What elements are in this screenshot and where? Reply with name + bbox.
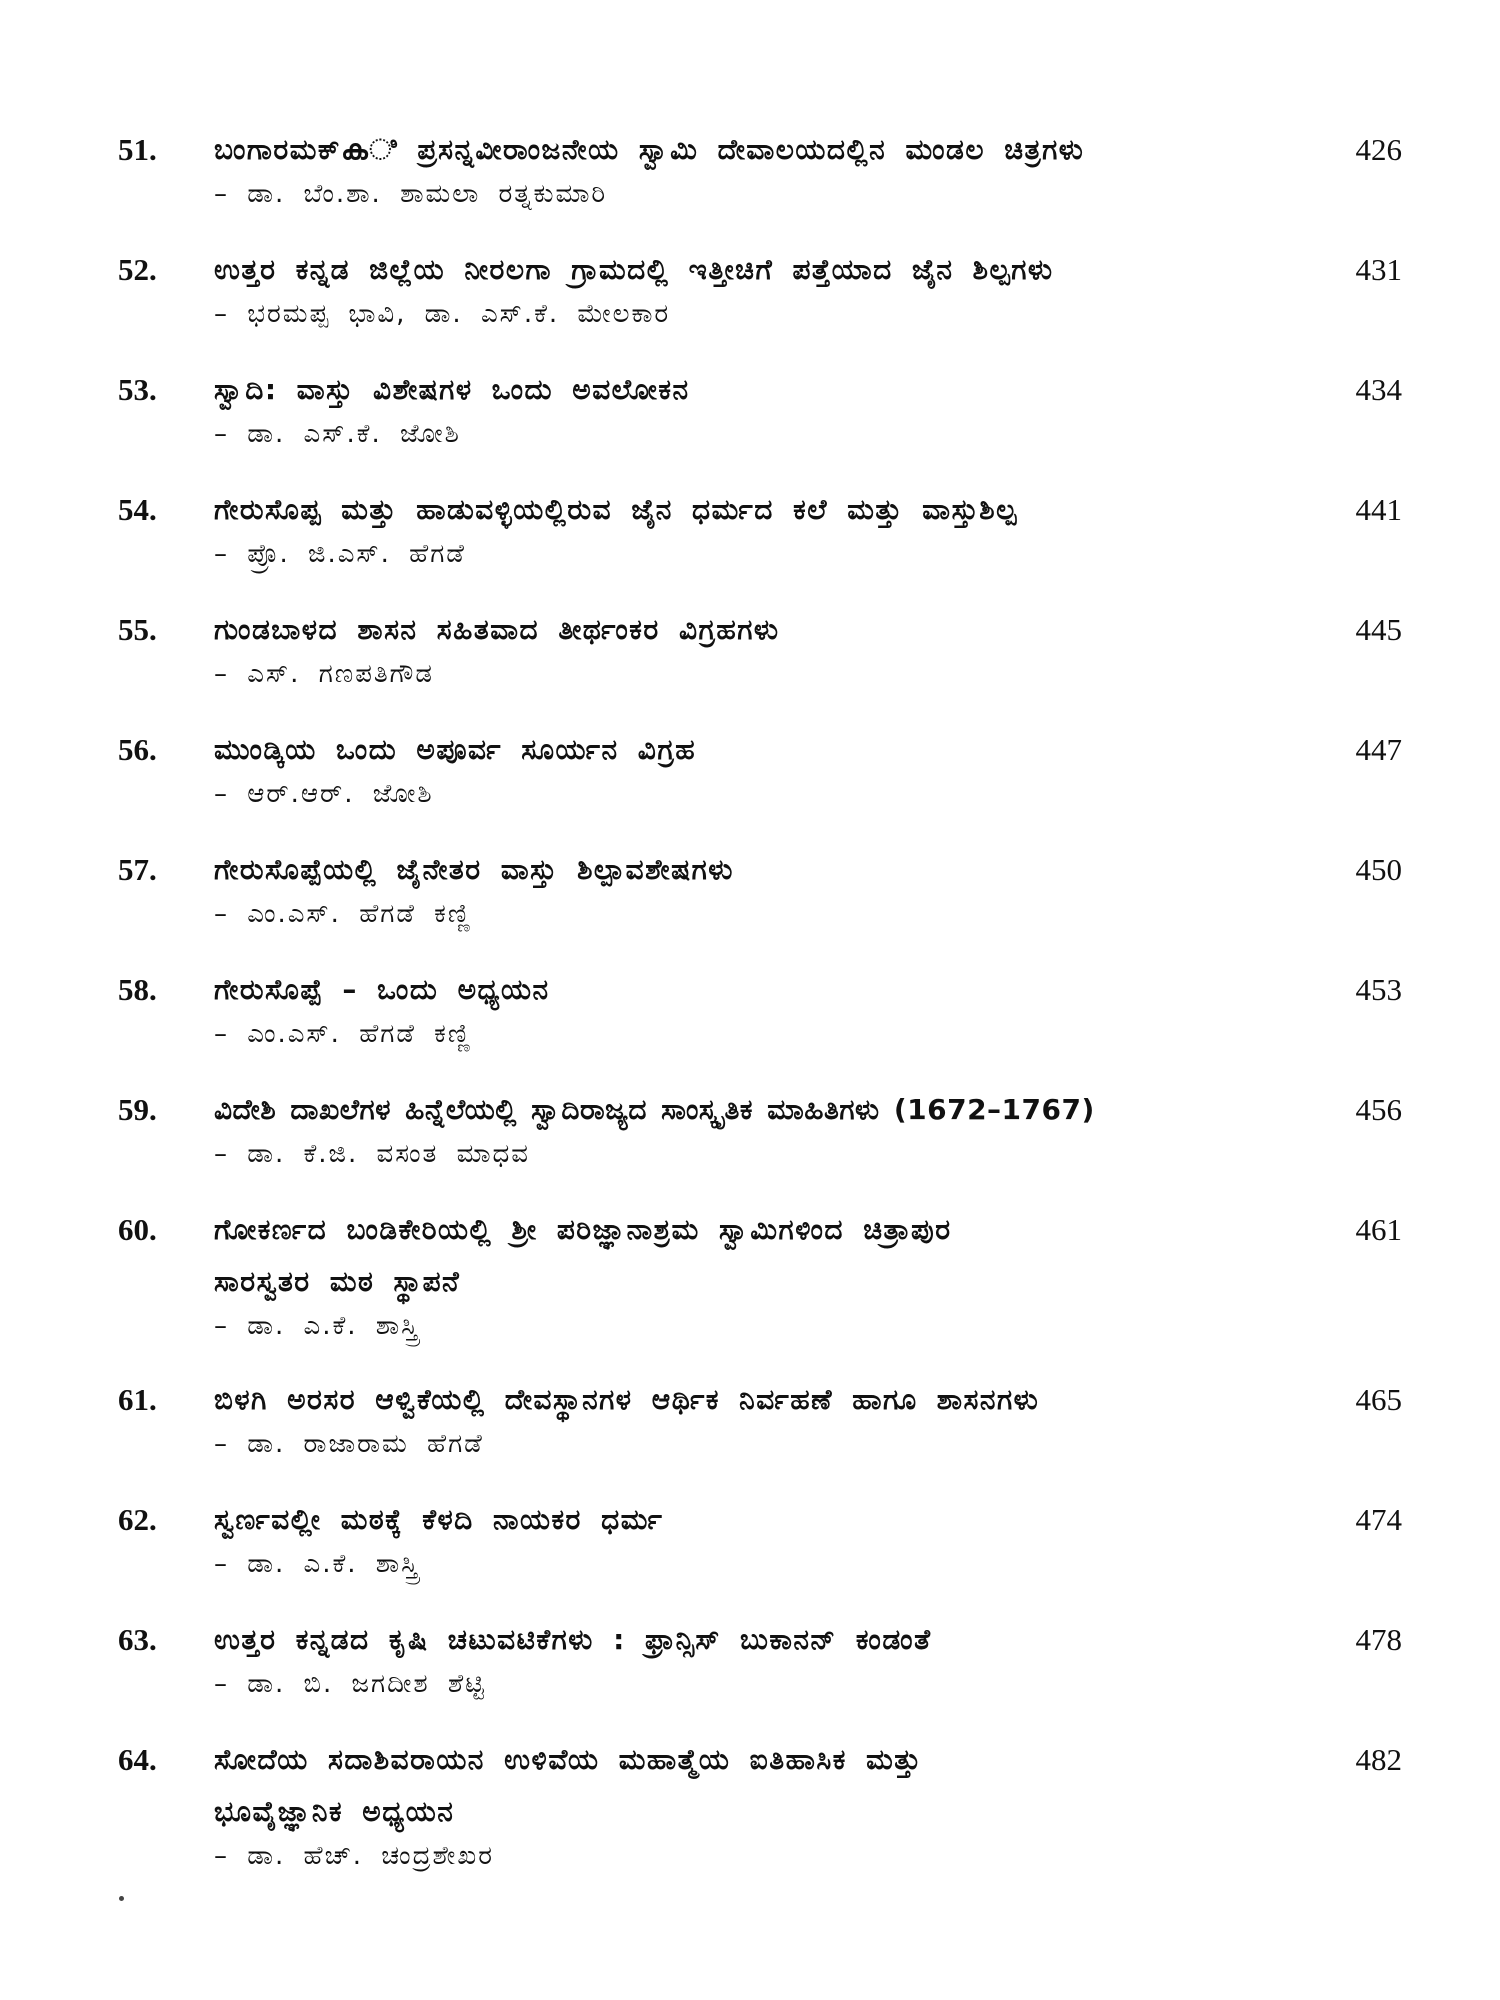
entry-title: ಬಿಳಗಿ ಅರಸರ ಆಳ್ವಿಕೆಯಲ್ಲಿ ದೇವಸ್ಥಾನಗಳ ಆರ್ಥಿಕ ನಿರ್ವಹಣೆ ಹಾಗೂ ಶಾಸನಗಳು (214, 1383, 1040, 1416)
entry-title-block (214, 490, 1314, 578)
entry-number: 54. (118, 492, 157, 527)
entry-title: ಉತ್ತರ ಕನ್ನಡ ಜಿಲ್ಲೆಯ ನೀರಲಗಾ ಗ್ರಾಮದಲ್ಲಿ ಇತ್ತೀಚಿಗೆ ಪತ್ತೆಯಾದ ಜೈನ ಶಿಲ್ಪಗಳು (214, 253, 1054, 286)
entry-title: ಸೋದೆಯ ಸದಾಶಿವರಾಯನ ಉಳಿವೆಯ ಮಹಾತ್ಮೆಯ ಐತಿಹಾಸಿಕ ಮತ್ತು (214, 1743, 922, 1776)
entry-title: ಗೇರುಸೊಪ್ಪ ಮತ್ತು ಹಾಡುವಳ್ಳಿಯಲ್ಲಿರುವ ಜೈನ ಧರ್ಮದ ಕಲೆ ಮತ್ತು ವಾಸ್ತುಶಿಲ್ಪ (214, 493, 1018, 526)
entry-title-block (214, 1500, 1314, 1588)
entry-title: ಗುಂಡಬಾಳದ ಶಾಸನ ಸಹಿತವಾದ ತೀರ್ಥಂಕರ ವಿಗ್ರಹಗಳು (214, 613, 780, 646)
entry-title: ಗೋಕರ್ಣದ ಬಂಡಿಕೇರಿಯಲ್ಲಿ ಶ್ರೀ ಪರಿಜ್ಞಾನಾಶ್ರಮ ಸ್ವಾಮಿಗಳಿಂದ ಚಿತ್ರಾಪುರ (214, 1213, 952, 1246)
entry-title: ಉತ್ತರ ಕನ್ನಡದ ಕೃಷಿ ಚಟುವಟಿಕೆಗಳು : ಫ್ರಾನ್ಸಿಸ್ ಬುಕಾನನ್ ಕಂಡಂತೆ (214, 1623, 932, 1656)
entry-number: 55. (118, 612, 157, 647)
entry-number: 52. (118, 252, 157, 287)
entry-author: – ಎಸ್. ಗಣಪತಿಗೌಡ (214, 659, 434, 689)
entry-title-block (214, 730, 1314, 818)
entry-title-block (214, 610, 1314, 698)
entry-title: ವಿದೇಶಿ ದಾಖಲೆಗಳ ಹಿನ್ನೆಲೆಯಲ್ಲಿ ಸ್ವಾದಿರಾಜ್ಯದ ಸಾಂಸ್ಕೃತಿಕ ಮಾಹಿತಿಗಳು (1672–1767) (214, 1093, 1095, 1126)
entry-author: – ಡಾ. ಎಸ್.ಕೆ. ಜೋಶಿ (214, 419, 461, 449)
entry-page-number: 450 (1355, 852, 1402, 887)
entry-author: – ಭರಮಪ್ಪ ಭಾವಿ, ಡಾ. ಎಸ್.ಕೆ. ಮೇಲಕಾರ (214, 299, 671, 329)
entry-author: – ಎಂ.ಎಸ್. ಹೆಗಡೆ ಕಣ್ಣಿ (214, 1019, 472, 1049)
entry-number: 58. (118, 972, 157, 1007)
entry-title-block (214, 1620, 1314, 1708)
entry-title-block (214, 130, 1314, 218)
entry-author: – ಡಾ. ಹೆಚ್. ಚಂದ್ರಶೇಖರ (214, 1841, 494, 1871)
entry-page-number: 447 (1355, 732, 1402, 767)
entry-title-block (214, 1090, 1314, 1178)
entry-title: ಬಂಗಾರಮಕ್കಿ ಪ್ರಸನ್ನವೀರಾಂಜನೇಯ ಸ್ವಾಮಿ ದೇವಾಲಯದಲ್ಲಿನ ಮಂಡಲ ಚಿತ್ರಗಳು (214, 133, 1085, 166)
entry-page-number: 445 (1355, 612, 1402, 647)
entry-number: 56. (118, 732, 157, 767)
entry-number: 57. (118, 852, 157, 887)
entry-page-number: 461 (1355, 1212, 1402, 1247)
entry-author: – ಡಾ. ಬೆಂ.ಶಾ. ಶಾಮಲಾ ರತ್ನಕುಮಾರಿ (214, 179, 608, 209)
entry-title-block (214, 1380, 1314, 1468)
entry-author: – ಡಾ. ಎ.ಕೆ. ಶಾಸ್ತ್ರಿ (214, 1549, 420, 1579)
entry-number: 60. (118, 1212, 157, 1247)
entry-title-continued: ಭೂವೈಜ್ಞಾನಿಕ ಅಧ್ಯಯನ (214, 1795, 455, 1828)
entry-number: 51. (118, 132, 157, 167)
entry-title: ಗೇರುಸೊಪ್ಪೆಯಲ್ಲಿ ಜೈನೇತರ ವಾಸ್ತು ಶಿಲ್ಪಾವಶೇಷಗಳು (214, 853, 734, 886)
entry-number: 63. (118, 1622, 157, 1657)
ink-speck (119, 1896, 124, 1901)
entry-page-number: 465 (1355, 1382, 1402, 1417)
entry-title-block (214, 970, 1314, 1058)
entry-number: 62. (118, 1502, 157, 1537)
entry-page-number: 434 (1355, 372, 1402, 407)
entry-page-number: 478 (1355, 1622, 1402, 1657)
entry-page-number: 441 (1355, 492, 1402, 527)
entry-author: – ಪ್ರೊ. ಜಿ.ಎಸ್. ಹೆಗಡೆ (214, 539, 466, 569)
entry-title-block (214, 370, 1314, 458)
entry-title: ಗೇರುಸೊಪ್ಪೆ – ಒಂದು ಅಧ್ಯಯನ (214, 973, 550, 1006)
entry-author: – ಡಾ. ಬಿ. ಜಗದೀಶ ಶೆಟ್ಟಿ (214, 1669, 487, 1699)
entry-title: ಸ್ವರ್ಣವಲ್ಲೀ ಮಠಕ್ಕೆ ಕೆಳದಿ ನಾಯಕರ ಧರ್ಮ (214, 1503, 664, 1536)
entry-author: – ಆರ್.ಆರ್. ಜೋಶಿ (214, 779, 434, 809)
entry-number: 64. (118, 1742, 157, 1777)
entry-title-block (214, 850, 1314, 938)
entry-title-block (214, 1740, 1314, 1880)
entry-author: – ಡಾ. ರಾಜಾರಾಮ ಹೆಗಡೆ (214, 1429, 484, 1459)
entry-page-number: 453 (1355, 972, 1402, 1007)
entry-number: 61. (118, 1382, 157, 1417)
entry-page-number: 482 (1355, 1742, 1402, 1777)
entry-author: – ಡಾ. ಎ.ಕೆ. ಶಾಸ್ತ್ರಿ (214, 1311, 420, 1341)
entry-author: – ಡಾ. ಕೆ.ಜಿ. ವಸಂತ ಮಾಧವ (214, 1139, 530, 1169)
entry-number: 53. (118, 372, 157, 407)
entry-title-block (214, 1210, 1314, 1350)
entry-title-continued: ಸಾರಸ್ವತರ ಮಠ ಸ್ಥಾಪನೆ (214, 1265, 461, 1298)
entry-page-number: 456 (1355, 1092, 1402, 1127)
entry-author: – ಎಂ.ಎಸ್. ಹೆಗಡೆ ಕಣ್ಣಿ (214, 899, 472, 929)
entry-title: ಮುಂಡ್ಕಿಯ ಒಂದು ಅಪೂರ್ವ ಸೂರ್ಯನ ವಿಗ್ರಹ (214, 733, 697, 766)
entry-page-number: 474 (1355, 1502, 1402, 1537)
entry-title: ಸ್ವಾದಿ: ವಾಸ್ತು ವಿಶೇಷಗಳ ಒಂದು ಅವಲೋಕನ (214, 373, 690, 406)
entry-title-block (214, 250, 1314, 338)
entry-page-number: 426 (1355, 132, 1402, 167)
entry-number: 59. (118, 1092, 157, 1127)
entry-page-number: 431 (1355, 252, 1402, 287)
